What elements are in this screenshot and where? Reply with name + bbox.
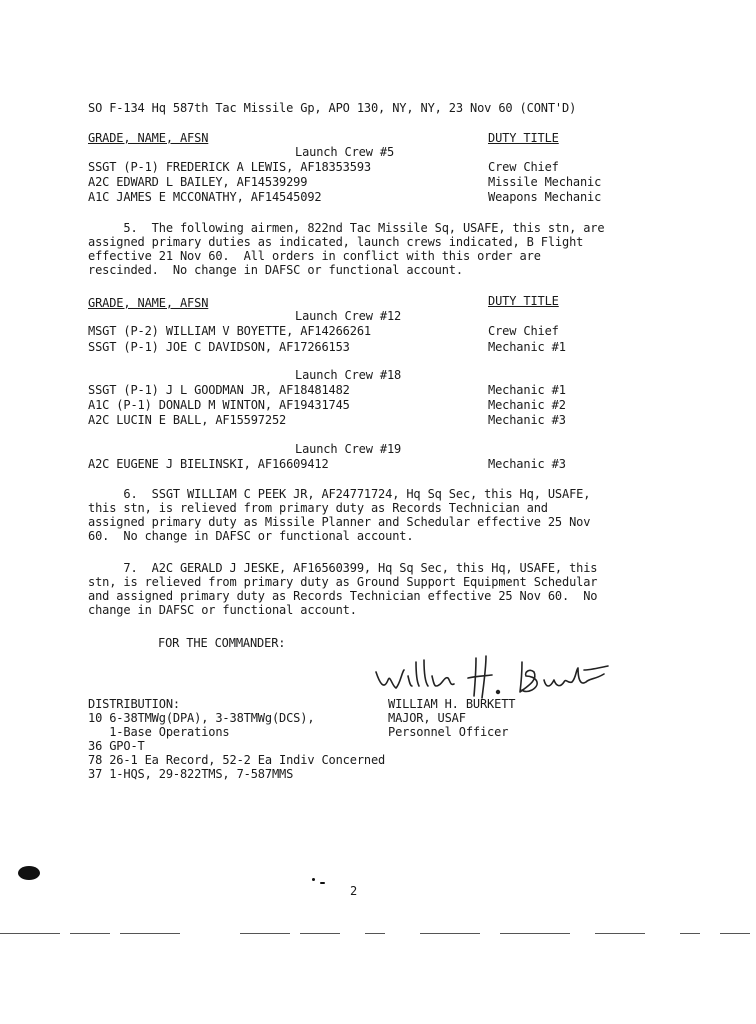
crew-member-name: SSGT (P-1) JOE C DAVIDSON, AF17266153 bbox=[88, 340, 350, 354]
crew-member-duty: Mechanic #2 bbox=[488, 398, 566, 412]
signer-title: Personnel Officer bbox=[388, 725, 509, 739]
paragraph-6-line: assigned primary duty as Missile Planner and Schedular effective 25 Nov bbox=[88, 515, 591, 529]
scan-edge-line bbox=[720, 933, 750, 934]
crew-member-duty: Mechanic #3 bbox=[488, 413, 566, 427]
col-header-duty: DUTY TITLE bbox=[488, 131, 559, 145]
page-number: 2 bbox=[350, 884, 358, 898]
order-header: SO F-134 Hq 587th Tac Missile Gp, APO 130, NY, NY, 23 Nov 60 (CONT'D) bbox=[88, 101, 577, 115]
paragraph-7-line: stn, is relieved from primary duty as Ground Support Equipment Schedular bbox=[88, 575, 598, 589]
scan-edge-line bbox=[120, 933, 180, 934]
scan-edge-line bbox=[420, 933, 480, 934]
scan-edge-line bbox=[500, 933, 570, 934]
paragraph-5-line: rescinded. No change in DAFSC or functional account. bbox=[88, 263, 463, 277]
paragraph-5-line: 5. The following airmen, 822nd Tac Missile Sq, USAFE, this stn, are bbox=[88, 221, 605, 235]
paragraph-6-line: this stn, is relieved from primary duty as Records Technician and bbox=[88, 501, 548, 515]
distribution-label: DISTRIBUTION: bbox=[88, 697, 180, 711]
crew-member-name: SSGT (P-1) FREDERICK A LEWIS, AF18353593 bbox=[88, 160, 371, 174]
paragraph-7-line: change in DAFSC or functional account. bbox=[88, 603, 357, 617]
paragraph-7-line: 7. A2C GERALD J JESKE, AF16560399, Hq Sq Sec, this Hq, USAFE, this bbox=[88, 561, 598, 575]
distribution-line: 36 GPO-T bbox=[88, 739, 145, 753]
handwritten-signature bbox=[372, 650, 612, 702]
crew-member-name: SSGT (P-1) J L GOODMAN JR, AF18481482 bbox=[88, 383, 350, 397]
paragraph-5-line: effective 21 Nov 60. All orders in conflict with this order are bbox=[88, 249, 541, 263]
distribution-line: 78 26-1 Ea Record, 52-2 Ea Indiv Concerned bbox=[88, 753, 386, 767]
crew-member-name: MSGT (P-2) WILLIAM V BOYETTE, AF14266261 bbox=[88, 324, 371, 338]
signer-name: WILLIAM H. BURKETT bbox=[388, 697, 516, 711]
col-header-name: GRADE, NAME, AFSN bbox=[88, 296, 209, 310]
crew-member-duty: Mechanic #1 bbox=[488, 383, 566, 397]
col-header-duty: DUTY TITLE bbox=[488, 294, 559, 308]
crew-member-name: A2C LUCIN E BALL, AF15597252 bbox=[88, 413, 287, 427]
launch-crew-label: Launch Crew #19 bbox=[295, 442, 402, 456]
crew-member-name: A1C (P-1) DONALD M WINTON, AF19431745 bbox=[88, 398, 350, 412]
scan-edge-line bbox=[680, 933, 700, 934]
scan-edge-line bbox=[240, 933, 290, 934]
signer-rank: MAJOR, USAF bbox=[388, 711, 466, 725]
launch-crew-label: Launch Crew #5 bbox=[295, 145, 395, 159]
launch-crew-label: Launch Crew #12 bbox=[295, 309, 402, 323]
scan-edge-line bbox=[0, 933, 60, 934]
crew-member-duty: Crew Chief bbox=[488, 160, 559, 174]
crew-member-duty: Mechanic #1 bbox=[488, 340, 566, 354]
scan-speck bbox=[312, 878, 315, 881]
distribution-line: 1-Base Operations bbox=[88, 725, 230, 739]
col-header-name: GRADE, NAME, AFSN bbox=[88, 131, 209, 145]
distribution-line: 10 6-38TMWg(DPA), 3-38TMWg(DCS), bbox=[88, 711, 315, 725]
crew-member-name: A1C JAMES E MCCONATHY, AF14545092 bbox=[88, 190, 322, 204]
launch-crew-label: Launch Crew #18 bbox=[295, 368, 402, 382]
scan-edge-line bbox=[300, 933, 340, 934]
crew-member-name: A2C EDWARD L BAILEY, AF14539299 bbox=[88, 175, 308, 189]
crew-member-duty: Weapons Mechanic bbox=[488, 190, 602, 204]
scan-edge-line bbox=[70, 933, 110, 934]
scan-speck bbox=[320, 882, 325, 884]
paragraph-5-line: assigned primary duties as indicated, launch crews indicated, B Flight bbox=[88, 235, 584, 249]
crew-member-duty: Crew Chief bbox=[488, 324, 559, 338]
scan-edge-line bbox=[365, 933, 385, 934]
crew-member-duty: Mechanic #3 bbox=[488, 457, 566, 471]
crew-member-name: A2C EUGENE J BIELINSKI, AF16609412 bbox=[88, 457, 329, 471]
distribution-line: 37 1-HQS, 29-822TMS, 7-587MMS bbox=[88, 767, 294, 781]
paragraph-6-line: 6. SSGT WILLIAM C PEEK JR, AF24771724, Hq Sq Sec, this Hq, USAFE, bbox=[88, 487, 591, 501]
paragraph-6-line: 60. No change in DAFSC or functional account. bbox=[88, 529, 414, 543]
crew-member-duty: Missile Mechanic bbox=[488, 175, 602, 189]
scan-ink-blot bbox=[18, 866, 40, 880]
for-the-commander: FOR THE COMMANDER: bbox=[158, 636, 286, 650]
paragraph-7-line: and assigned primary duty as Records Technician effective 25 Nov 60. No bbox=[88, 589, 598, 603]
scan-edge-line bbox=[595, 933, 645, 934]
